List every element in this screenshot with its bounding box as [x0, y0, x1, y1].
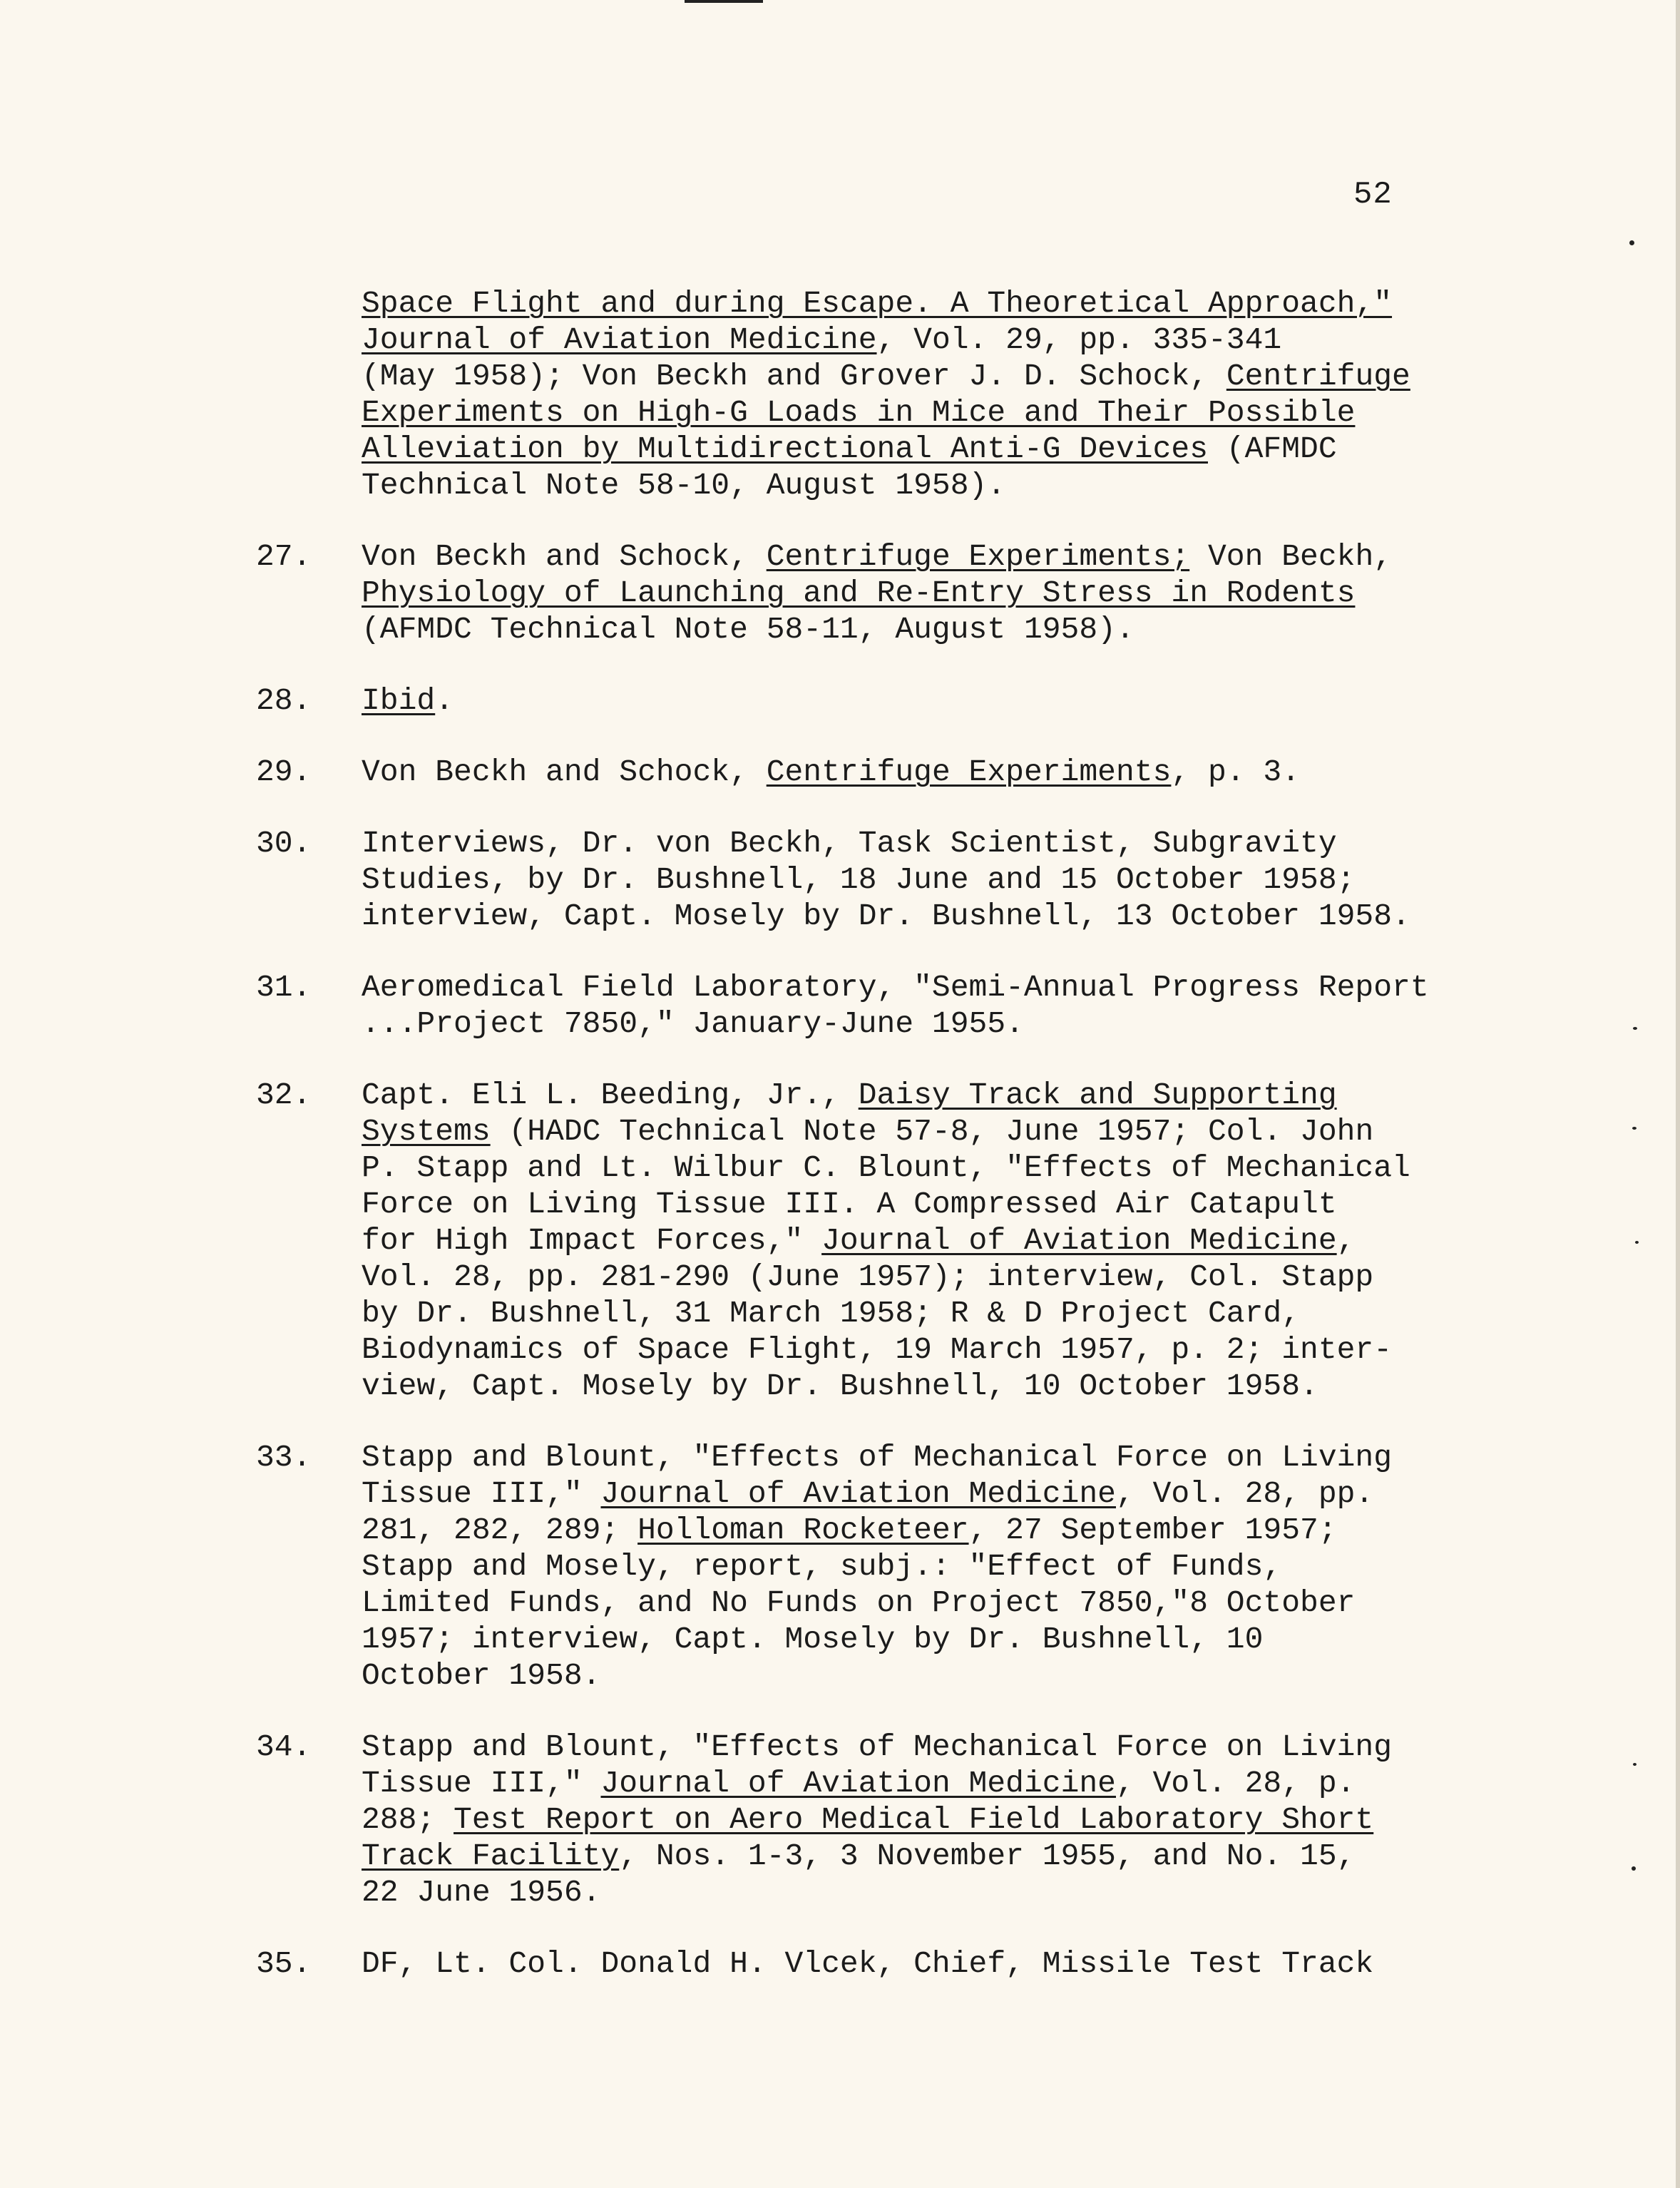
endnote-text: . — [435, 683, 454, 718]
endnote-title-text: Systems — [362, 1114, 491, 1149]
endnote-line — [362, 1946, 1462, 1982]
endnote-line — [362, 1801, 1462, 1838]
endnote-line — [362, 1439, 1462, 1476]
endnote-text: Von Beckh and Schock, — [362, 755, 767, 789]
endnote-line — [362, 1765, 1462, 1801]
endnote-text: , Vol. 28, pp. — [1116, 1476, 1374, 1511]
endnote-number: 30. — [256, 826, 312, 861]
endnote-line — [362, 322, 1462, 358]
scan-speck — [1632, 1866, 1636, 1871]
endnote-text: Capt. Eli L. Beeding, Jr., — [362, 1078, 859, 1113]
endnote-line — [362, 683, 1462, 719]
endnote-line — [362, 825, 1462, 862]
endnote-line — [362, 1186, 1462, 1222]
endnote-text: October 1958. — [362, 1658, 601, 1693]
endnote-text: , Nos. 1-3, 3 November 1955, and No. 15, — [619, 1839, 1356, 1873]
endnote-line — [362, 754, 1462, 790]
endnote — [250, 538, 1462, 648]
endnote — [250, 969, 1462, 1042]
endnote-text: (HADC Technical Note 57-8, June 1957; Col. John — [490, 1114, 1374, 1149]
endnote — [250, 1946, 1462, 1982]
scan-speck — [1635, 1241, 1639, 1244]
endnote-line — [362, 1113, 1462, 1150]
endnote-text: (AFMDC — [1208, 431, 1337, 466]
endnote-text: Vol. 28, pp. 281-290 (June 1957); interview, Col. Stapp — [362, 1259, 1374, 1294]
endnote-line — [362, 1077, 1462, 1113]
endnote-line — [362, 575, 1462, 611]
endnote-text: , — [1336, 1223, 1356, 1258]
endnote-text: Biodynamics of Space Flight, 19 March 1957, p. 2; inter- — [362, 1332, 1393, 1367]
endnote-text: 22 June 1956. — [362, 1875, 601, 1910]
endnote-text: , Vol. 29, pp. 335-341 — [876, 322, 1282, 357]
endnote-line — [362, 1512, 1462, 1548]
endnote-text: Technical Note 58-10, August 1958). — [362, 468, 1006, 503]
endnote-number: 35. — [256, 1946, 312, 1981]
endnote-line — [362, 1006, 1462, 1042]
scan-mark-top — [685, 0, 763, 3]
endnote-title-text: Ibid — [362, 683, 436, 718]
endnote-text: 1957; interview, Capt. Mosely by Dr. Bushnell, 10 — [362, 1622, 1264, 1657]
endnote-text: Stapp and Mosely, report, subj.: "Effect of Funds, — [362, 1549, 1282, 1584]
endnote-line — [362, 1476, 1462, 1512]
endnote-line — [362, 467, 1462, 503]
endnote-text: Limited Funds, and No Funds on Project 7850,"8 October — [362, 1585, 1356, 1620]
scan-speck — [1633, 1763, 1637, 1766]
endnote-title-text: Test Report on Aero Medical Field Laboratory Short — [454, 1802, 1374, 1837]
endnote-text: for High Impact Forces," — [362, 1223, 822, 1258]
endnote-line — [362, 358, 1462, 394]
endnote-number: 32. — [256, 1078, 312, 1113]
endnote-text: Von Beckh and Schock, — [362, 539, 767, 574]
endnote-text: Stapp and Blount, "Effects of Mechanical Force on Living — [362, 1440, 1393, 1475]
endnote-number: 29. — [256, 755, 312, 789]
endnote-line — [362, 611, 1462, 648]
endnote-text: , p. 3. — [1171, 755, 1301, 789]
endnote-text: (May 1958); Von Beckh and Grover J. D. Schock, — [362, 359, 1226, 394]
endnote-line — [362, 538, 1462, 575]
endnote-text: by Dr. Bushnell, 31 March 1958; R & D Project Card, — [362, 1296, 1301, 1331]
scan-speck — [1629, 240, 1634, 245]
endnote-title-text: Space Flight and during Escape. A Theoretical Approach," — [362, 286, 1393, 321]
endnote-text: , Vol. 28, p. — [1116, 1766, 1356, 1801]
endnote-text: Tissue III," — [362, 1766, 601, 1801]
endnote-title-text: Centrifuge — [1226, 359, 1410, 394]
endnote-number: 27. — [256, 539, 312, 574]
endnote-text: P. Stapp and Lt. Wilbur C. Blount, "Effects of Mechanical — [362, 1150, 1410, 1185]
endnote-text: , 27 September 1957; — [968, 1513, 1337, 1548]
endnote-line — [362, 1729, 1462, 1765]
endnote — [250, 1077, 1462, 1404]
endnote-line — [362, 1150, 1462, 1186]
page-number: 52 — [1353, 177, 1393, 213]
endnote-text: Interviews, Dr. von Beckh, Task Scientist, Subgravity — [362, 826, 1337, 861]
endnote-title-text: Centrifuge Experiments; — [766, 539, 1190, 574]
endnote-line — [362, 431, 1462, 467]
endnote-line — [362, 285, 1462, 322]
endnote-number: 34. — [256, 1729, 312, 1764]
endnote-line — [362, 1657, 1462, 1694]
endnote-title-text: Journal of Aviation Medicine — [600, 1766, 1116, 1801]
endnote-text: 288; — [362, 1802, 454, 1837]
endnote-text: DF, Lt. Col. Donald H. Vlcek, Chief, Missile Test Track — [362, 1946, 1374, 1981]
endnote-text: interview, Capt. Mosely by Dr. Bushnell, 13 October 1958. — [362, 899, 1410, 934]
endnote-title-text: Physiology of Launching and Re-Entry Stress in Rodents — [362, 576, 1356, 610]
scan-speck — [1633, 1027, 1637, 1030]
endnote-title-text: Experiments on High-G Loads in Mice and Their Possible — [362, 395, 1356, 430]
endnote-text: Aeromedical Field Laboratory, "Semi-Annual Progress Report — [362, 970, 1429, 1005]
endnote-line — [362, 1548, 1462, 1585]
endnote-line — [362, 1585, 1462, 1621]
endnote-number: 33. — [256, 1440, 312, 1475]
endnote-title-text: Journal of Aviation Medicine — [600, 1476, 1116, 1511]
endnote-text: ...Project 7850," January-June 1955. — [362, 1006, 1024, 1041]
endnote-text: Tissue III," — [362, 1476, 601, 1511]
endnote-line — [362, 1259, 1462, 1295]
endnote-line — [362, 969, 1462, 1006]
endnote-title-text: Journal of Aviation Medicine — [362, 322, 877, 357]
endnote-line — [362, 394, 1462, 431]
endnote — [250, 825, 1462, 934]
endnote-text: Stapp and Blount, "Effects of Mechanical Force on Living — [362, 1729, 1393, 1764]
endnote — [250, 683, 1462, 719]
endnote — [250, 285, 1462, 503]
endnote-number: 31. — [256, 970, 312, 1005]
endnote-text: view, Capt. Mosely by Dr. Bushnell, 10 October 1958. — [362, 1369, 1318, 1404]
endnote-text: Studies, by Dr. Bushnell, 18 June and 15 October 1958; — [362, 862, 1356, 897]
endnote-line — [362, 1331, 1462, 1368]
endnotes-list — [250, 285, 1462, 2017]
endnote — [250, 1729, 1462, 1911]
endnote-line — [362, 1222, 1462, 1259]
endnote-line — [362, 1295, 1462, 1331]
endnote-line — [362, 1368, 1462, 1404]
endnote-text: Von Beckh, — [1189, 539, 1393, 574]
endnote-line — [362, 862, 1462, 898]
endnote — [250, 754, 1462, 790]
endnote-line — [362, 1874, 1462, 1911]
endnote-title-text: Holloman Rocketeer — [637, 1513, 969, 1548]
endnote-title-text: Alleviation by Multidirectional Anti-G Devices — [362, 431, 1208, 466]
endnote-text: 281, 282, 289; — [362, 1513, 638, 1548]
endnote-title-text: Daisy Track and Supporting — [858, 1078, 1337, 1113]
endnote-text: Force on Living Tissue III. A Compressed Air Catapult — [362, 1187, 1337, 1222]
endnote-title-text: Journal of Aviation Medicine — [821, 1223, 1337, 1258]
endnote-text: (AFMDC Technical Note 58-11, August 1958). — [362, 612, 1134, 647]
endnote-number: 28. — [256, 683, 312, 718]
endnote-title-text: Centrifuge Experiments — [766, 755, 1172, 789]
endnote — [250, 1439, 1462, 1694]
endnote-line — [362, 1621, 1462, 1657]
scan-speck — [1632, 1127, 1637, 1130]
scan-edge-right — [1676, 0, 1680, 2188]
endnote-line — [362, 898, 1462, 934]
endnote-line — [362, 1838, 1462, 1874]
endnote-title-text: Track Facility — [362, 1839, 620, 1873]
